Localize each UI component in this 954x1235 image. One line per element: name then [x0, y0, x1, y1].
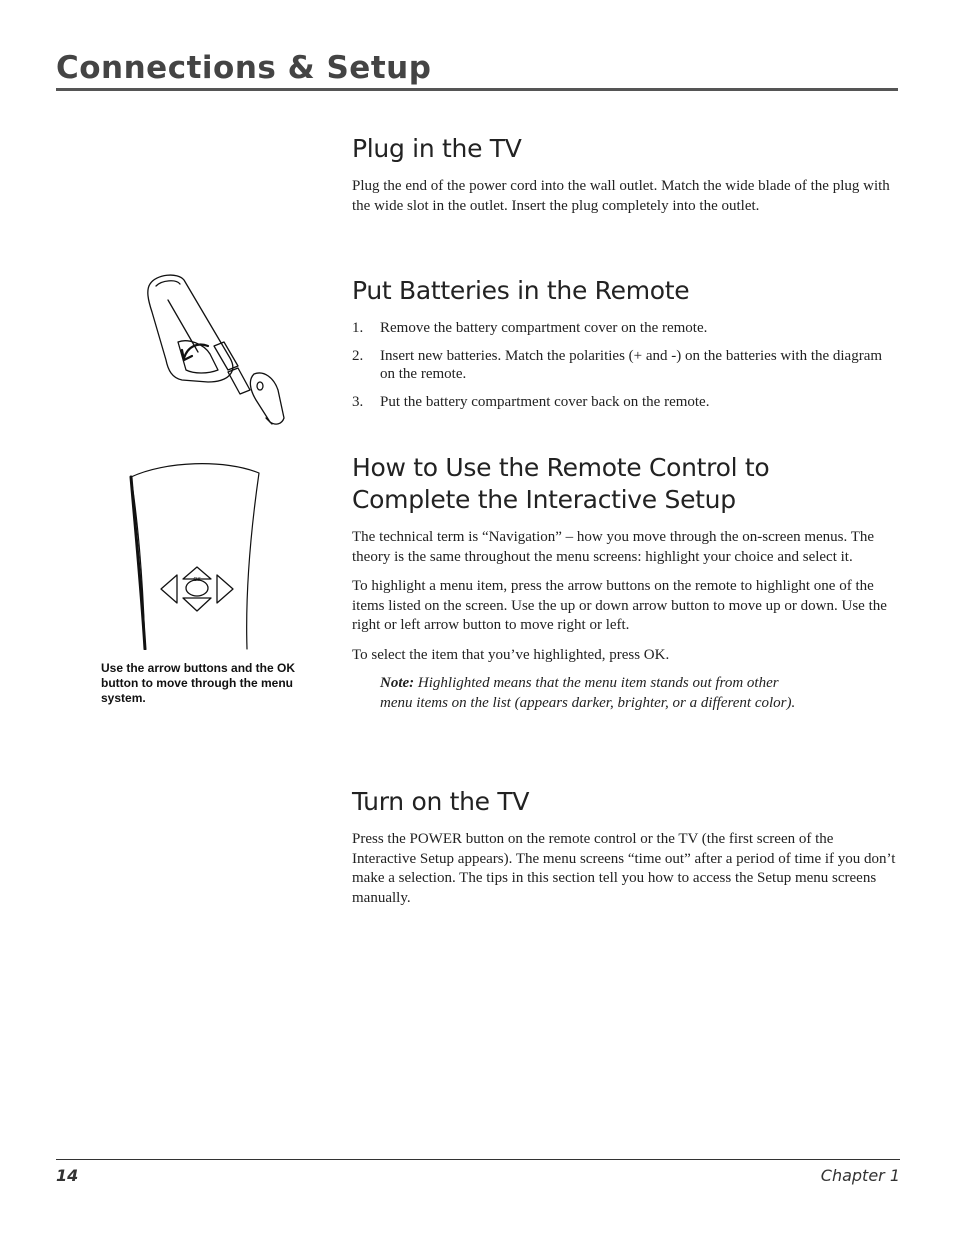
- section-heading: Plug in the TV: [352, 134, 522, 163]
- ok-label: OK: [193, 577, 201, 583]
- remote-arrow-buttons-illustration: [125, 455, 265, 650]
- battery-steps: [352, 319, 900, 411]
- page-number: 14: [56, 1166, 79, 1185]
- note-label: Note:: [380, 675, 415, 691]
- chapter-label: Chapter 1: [820, 1166, 900, 1185]
- section-para: To select the item that you’ve highlighted, press OK.: [352, 646, 670, 663]
- section-body: Press the POWER button on the remote control or the TV (the first screen of the Interactive Setup appears). The menu screens “time out” after a period of time if you don’t make a selection. The tips in this section tell you how to access the Setup menu screens manually.: [352, 831, 896, 906]
- page-header: [56, 50, 898, 91]
- section-navigation: [352, 452, 900, 713]
- page-title: Connections & Setup: [56, 50, 432, 86]
- section-heading: How to Use the Remote Control to Complete the Interactive Setup: [352, 453, 770, 514]
- page-footer: [56, 1159, 900, 1185]
- note-text: Highlighted means that the menu item stands out from other menu items on the list (appears darker, brighter, or a different color).: [380, 675, 796, 711]
- section-plug-in-tv: [352, 133, 900, 216]
- section-batteries: [352, 275, 900, 420]
- list-item: 3. Put the battery compartment cover back on the remote.: [352, 393, 710, 410]
- figure-caption: Use the arrow buttons and the OK button to move through the menu system.: [101, 661, 296, 705]
- note: [380, 674, 800, 713]
- list-item: 1. Remove the battery compartment cover on the remote.: [352, 320, 708, 336]
- battery-remote-illustration: [138, 270, 298, 435]
- section-heading: Put Batteries in the Remote: [352, 276, 690, 305]
- section-para: To highlight a menu item, press the arrow buttons on the remote to highlight one of the items listed on the screen. Use the up or down arrow button to move up or down. Use the right or left arrow button to move right or left.: [352, 578, 887, 633]
- section-body: Plug the end of the power cord into the wall outlet. Match the wide blade of the plug with the wide slot in the outlet. Insert the plug completely into the outlet.: [352, 178, 890, 214]
- section-para: The technical term is “Navigation” – how you move through the on-screen menus. The theory is the same throughout the menu screens: highlight your choice and select it.: [352, 529, 875, 565]
- section-turn-on: [352, 786, 900, 908]
- section-heading: Turn on the TV: [352, 787, 530, 816]
- list-item: 2. Insert new batteries. Match the polarities (+ and -) on the batteries with the diagram on the remote.: [352, 347, 883, 382]
